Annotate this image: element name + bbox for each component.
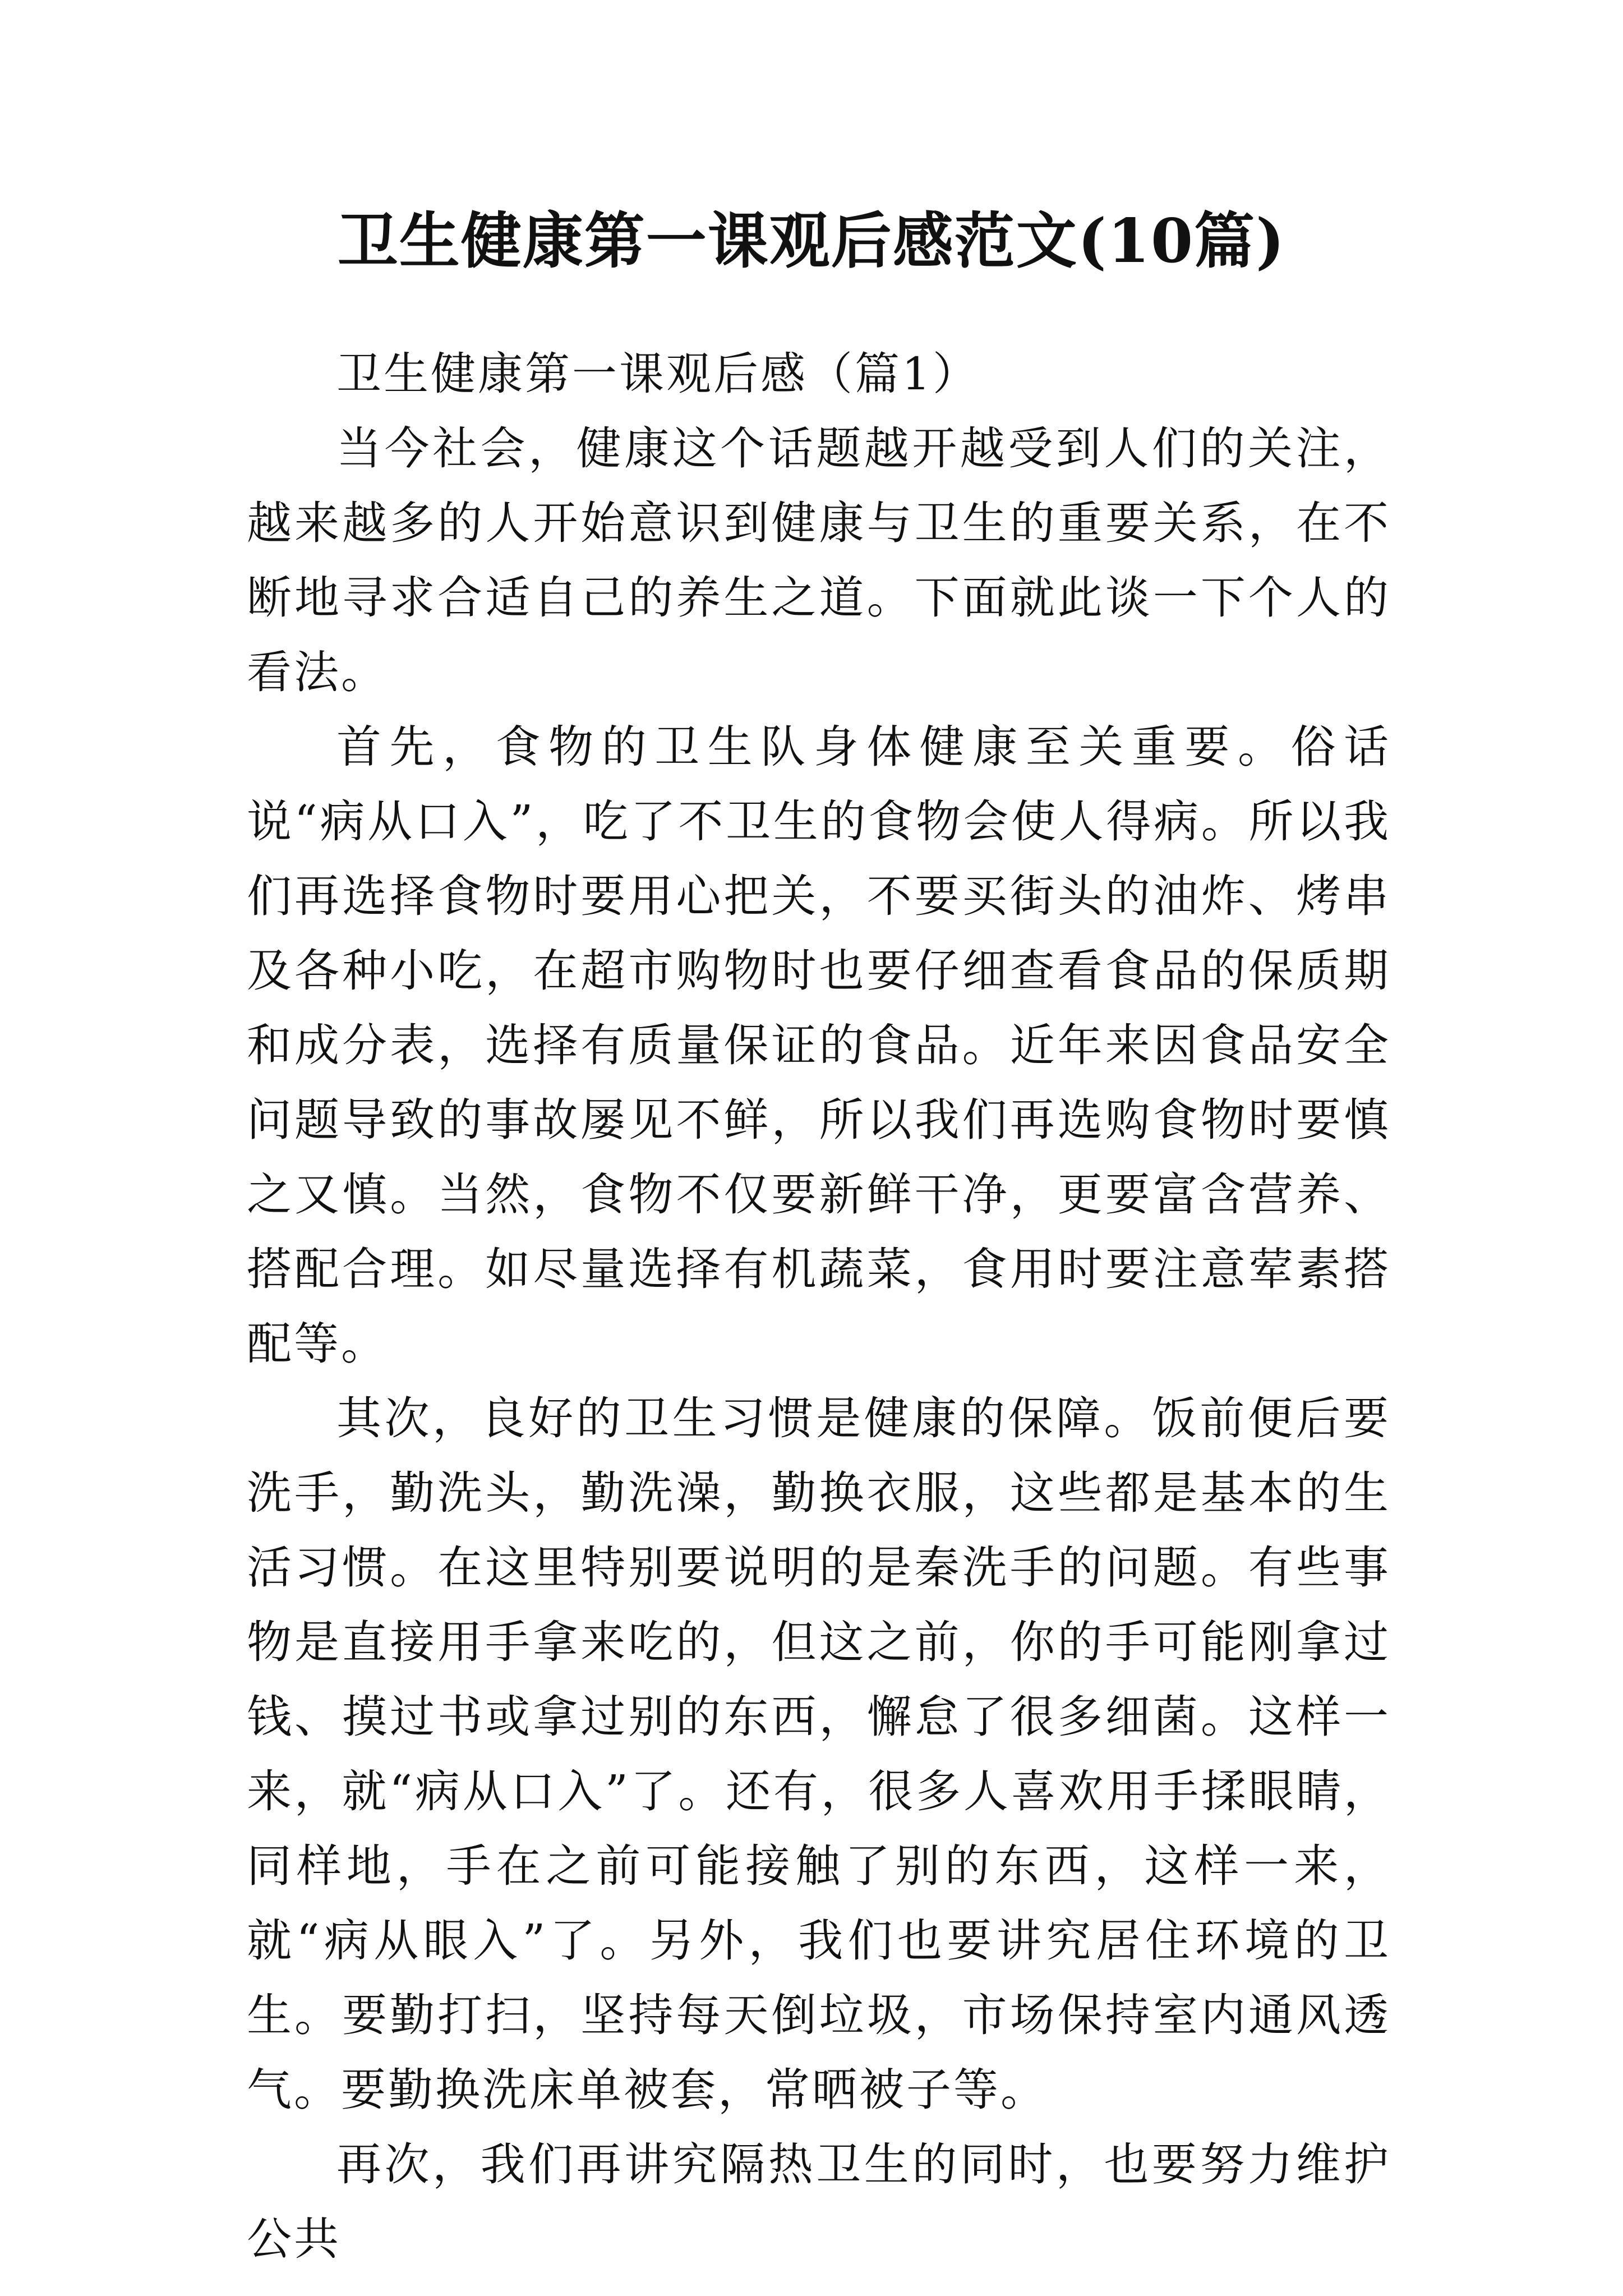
document-title: 卫生健康第一课观后感范文(10篇) bbox=[337, 206, 1286, 277]
paragraph: 首先，食物的卫生队身体健康至关重要。俗话说“病从口入”，吃了不卫生的食物会使人得病。所以我们再选择食物时要用心把关，不要买街头的油炸、烤串及各种小吃，在超市购物时也要仔细查看食品的保质期和成分表，选择有质量保证的食品。近年来因食品安全问题导致的事故屡见不鲜，所以我们再选购食物时要慎之又慎。当然，食物不仅要新鲜干净，更要富含营养、搭配合理。如尽量选择有机蔬菜，食用时要注意荤素搭配等。 bbox=[247, 721, 1391, 1370]
document-body bbox=[247, 337, 1391, 2276]
paragraph: 当今社会，健康这个话题越开越受到人们的关注，越来越多的人开始意识到健康与卫生的重要关系，在不断地寻求合适自己的养生之道。下面就此谈一下个人的看法。 bbox=[247, 422, 1391, 698]
paragraph: 其次，良好的卫生习惯是健康的保障。饭前便后要洗手，勤洗头，勤洗澡，勤换衣服，这些都是基本的生活习惯。在这里特别要说明的是秦洗手的问题。有些事物是直接用手拿来吃的，但这之前，你的手可能刚拿过钱、摸过书或拿过别的东西，懈怠了很多细菌。这样一来，就“病从口入”了。还有，很多人喜欢用手揉眼睛，同样地，手在之前可能接触了别的东西，这样一来，就“病从眼入”了。另外，我们也要讲究居住环境的卫生。要勤打扫，坚持每天倒垃圾，市场保持室内通风透气。要勤换洗床单被套，常晒被子等。 bbox=[247, 1392, 1391, 2116]
section-heading: 卫生健康第一课观后感（篇1） bbox=[336, 348, 980, 400]
paragraph: 再次，我们再讲究隔热卫生的同时，也要努力维护公共 bbox=[247, 2138, 1391, 2265]
